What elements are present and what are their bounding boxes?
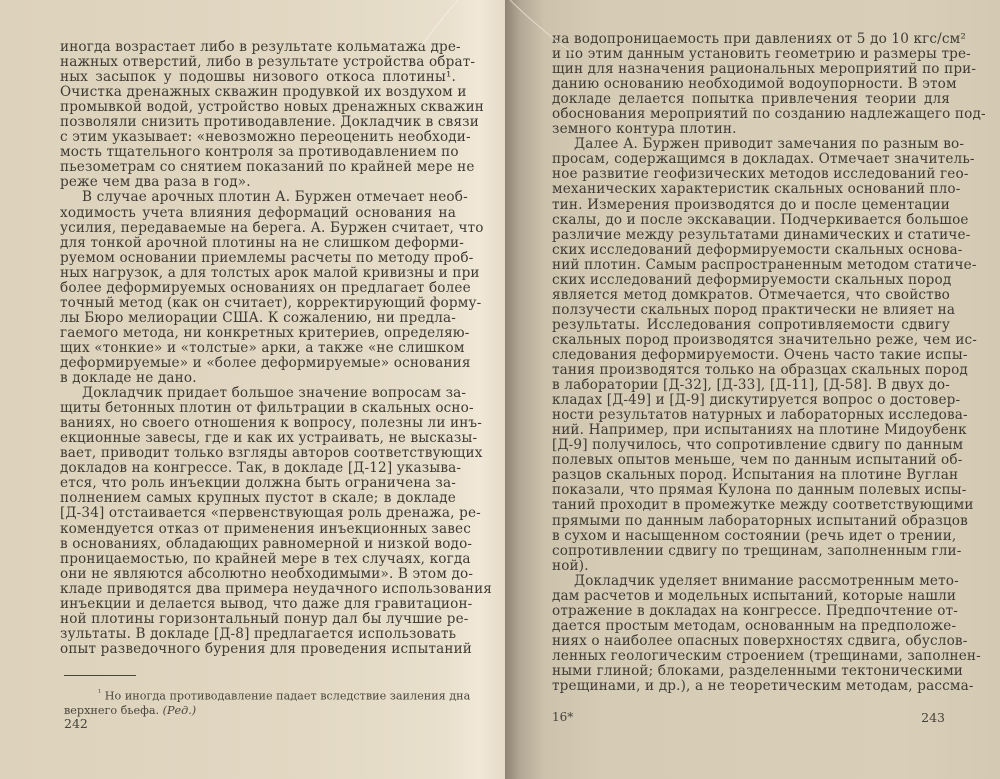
text-line: и по этим данным установить геометрию и размеры тре- — [552, 46, 971, 63]
text-line: кладе приводятся два примера неудачного использования — [60, 580, 493, 597]
text-line: таний проходит в промежутке между соответствующими — [552, 497, 974, 514]
text-line: ной плотины горизонтальный понур дал бы лучшие ре- — [60, 610, 469, 627]
text-line: сопротивлении сдвигу по трещинам, заполненным гли- — [552, 542, 962, 559]
text-line: показали, что прямая Кулона по данным полевых испы- — [552, 482, 967, 499]
text-line: ниях о наиболее опасных поверхностях сдвига, обуслов- — [552, 632, 968, 649]
footnote-marker: ¹ — [98, 688, 102, 697]
text-line: инъекции и делается вывод, что даже для гравитацион- — [60, 595, 473, 612]
text-line: ских исследований деформируемости скальных пород — [552, 271, 952, 288]
text-line: ными глиной; блоками, разделенными тектоническими — [552, 662, 964, 679]
text-line: пьезометрам со снятием показаний по крайней мере не — [60, 159, 475, 176]
right-page — [505, 0, 1000, 779]
text-line: ходимость учета влияния деформаций основания на — [60, 204, 456, 221]
editor-note: (Ред.) — [162, 703, 197, 717]
right-page-body — [552, 31, 986, 695]
text-line: деформируемые» и «более деформируемые» основания — [60, 354, 471, 371]
text-line: полевых опытов меньше, чем по данным испытаний об- — [552, 452, 963, 469]
text-line: в лаборатории [Д-32], [Д-33], [Д-11], [Д-58]. В двух до- — [552, 377, 950, 394]
text-line: следования деформируемости. Очень часто такие испы- — [552, 346, 968, 363]
printer-signature-mark: 16* — [552, 710, 574, 724]
text-line: в сухом и насыщенном состоянии (речь идет о трении, — [552, 527, 957, 544]
text-line: обоснования мероприятий по созданию надлежащего под- — [552, 106, 986, 123]
paragraph-start-line: Докладчик уделяет внимание рассмотренным мето- — [574, 572, 959, 589]
text-line: трещинами, и др.), а не теоретическим методам, рассма- — [552, 678, 974, 695]
text-line: [Д-34] отстаивается «первенствующая роль дренажа, ре- — [60, 505, 481, 522]
text-line: данию основанию необходимой водоупорности. В этом — [552, 76, 957, 93]
paragraph-start-line: В случае арочных плотин А. Буржен отмечает необ- — [82, 189, 468, 206]
text-line: ных засыпок у подошвы низового откоса плотины¹. — [60, 69, 456, 86]
text-line: лы Бюро мелиорации США. К сожалению, ни предла- — [60, 309, 456, 326]
text-line: в основаниях, обладающих равномерной и низкой водо- — [60, 535, 473, 552]
text-line: руемом основании приемлемы расчеты по методу проб- — [60, 249, 474, 266]
text-line: результаты. Исследования сопротивляемости сдвигу — [552, 316, 950, 333]
text-line: позволяли снизить противодавление. Докладчик в связи — [60, 114, 479, 131]
text-line: докладов на конгрессе. Так, в докладе [Д-12] указыва- — [60, 460, 462, 477]
text-line: механических характеристик скальных оснований пло- — [552, 181, 961, 198]
text-line: щин для назначения рациональных мероприятий по при- — [552, 61, 977, 78]
text-line: для тонкой арочной плотины на не слишком деформи- — [60, 234, 464, 251]
text-line: ний. Например, при испытаниях на плотине Мидоубенк — [552, 422, 967, 439]
text-line: с этим указывает: «невозможно переоценить необходи- — [60, 129, 471, 146]
text-line: они не являются абсолютно необходимыми». В этом до- — [60, 565, 474, 582]
text-line: дается простым методам, основанным на предположе- — [552, 617, 957, 634]
text-line: [Д-9] получилось, что сопротивление сдвигу по данным — [552, 437, 964, 454]
text-line: мость тщательного контроля за противодавлением по — [60, 144, 459, 161]
text-line: отражение в докладах на конгрессе. Предпочтение от- — [552, 602, 958, 619]
text-line: различие между результатами динамических и статиче- — [552, 226, 971, 243]
page-number-right: 243 — [921, 710, 945, 725]
text-line: нажных отверстий, либо в результате устройства обрат- — [60, 54, 476, 71]
text-line: проницаемостью, по крайней мере в тех случаях, когда — [60, 550, 471, 567]
text-line: щиты бетонных плотин от фильтрации в скальных осно- — [60, 400, 474, 417]
text-line: скалы, до и после экскавации. Подчеркивается большое — [552, 211, 969, 228]
footnote-line: верхнего бьефа. (Ред.) — [64, 703, 197, 717]
text-line: разцов скальных пород. Испытания на плотине Вуглан — [552, 467, 959, 484]
text-line: усилия, передаваемые на берега. А. Буржен считает, что — [60, 219, 484, 236]
text-line: щих «тонкие» и «толстые» арки, а также «не слишком — [60, 339, 465, 356]
paragraph-start-line: Докладчик придает большое значение вопросам за- — [82, 385, 467, 402]
text-line: комендуется отказ от применения инъекционных завес — [60, 520, 471, 537]
text-line: ных нагрузок, а для толстых арок малой кривизны и при — [60, 264, 480, 281]
text-line: более деформируемых основаниях он предлагает более — [60, 279, 471, 296]
left-page-body — [60, 39, 493, 657]
text-line: Очистка дренажных скважин продувкой их воздухом и — [60, 84, 467, 101]
paragraph-start-line: Далее А. Буржен приводит замечания по разным во- — [574, 136, 965, 153]
text-line: дам расчетов и модельных испытаний, которые нашли — [552, 587, 957, 604]
text-line: на водопроницаемость при давлениях от 5 до 10 кгс/см² — [552, 31, 966, 47]
text-line: тания производятся только на образцах скальных пород — [552, 362, 968, 379]
text-line: ний плотин. Самым распространенным методом статиче- — [552, 256, 977, 273]
text-line: ползучести скальных пород практически не влияет на — [552, 301, 956, 318]
text-line: скальных пород производятся значительно реже, чем ис- — [552, 331, 978, 348]
text-line: в докладе не дано. — [60, 370, 197, 387]
text-line: зультаты. В докладе [Д-8] предлагается использовать — [60, 625, 457, 642]
text-line: прямыми по данным лабораторных испытаний образцов — [552, 512, 968, 529]
text-line: просам, содержащимся в докладах. Отмечает значитель- — [552, 151, 975, 168]
text-line: екционные завесы, где и как их устраивать, не высказы- — [60, 430, 478, 447]
text-line: иногда возрастает либо в результате кольматажа дре- — [60, 39, 461, 55]
text-line: ное развитие геофизических методов исследований гео- — [552, 166, 969, 183]
text-line: тин. Измерения производятся до и после цементации — [552, 196, 950, 213]
footnote-line: $^{^1}$ Но иногда противодавление падает вследствие заиления дна — [98, 688, 471, 703]
text-line: опыт разведочного бурения для проведения испытаний — [60, 640, 473, 657]
text-line: является метод домкратов. Отмечается, что свойство — [552, 286, 950, 303]
text-line: ется, что роль инъекции должна быть ограничена за- — [60, 475, 456, 492]
footnote-divider — [64, 675, 136, 676]
text-line: промывкой водой, устройство новых дренажных скважин — [60, 99, 485, 116]
page-number-left: 242 — [64, 716, 88, 731]
footnote — [64, 686, 471, 718]
text-line: гаемого метода, ни конкретных критериев, определяю- — [60, 324, 470, 341]
text-line: земного контура плотин. — [552, 121, 737, 138]
text-line: докладе делается попытка привлечения теории для — [552, 91, 950, 108]
text-line: полнением самых крупных пустот в скале; в докладе — [60, 490, 456, 507]
text-line: ских исследований деформируемости скальных основа- — [552, 241, 963, 258]
text-line: ленных геологическим строением (трещинами, заполнен- — [552, 647, 981, 664]
text-line: реже чем два раза в год». — [60, 174, 251, 191]
text-line: точный метод (как он считает), корректирующий форму- — [60, 294, 482, 311]
text-line: ной). — [552, 557, 589, 574]
text-line: вает, приводит только взгляды авторов соответствующих — [60, 445, 483, 462]
text-line: ваниях, но своего отношения к вопросу, полезны ли инъ- — [60, 415, 482, 432]
text-line: кладах [Д-49] и [Д-9] дискутируется вопрос о достовер- — [552, 392, 961, 409]
text-line: ности результатов натурных и лабораторных исследова- — [552, 407, 968, 424]
